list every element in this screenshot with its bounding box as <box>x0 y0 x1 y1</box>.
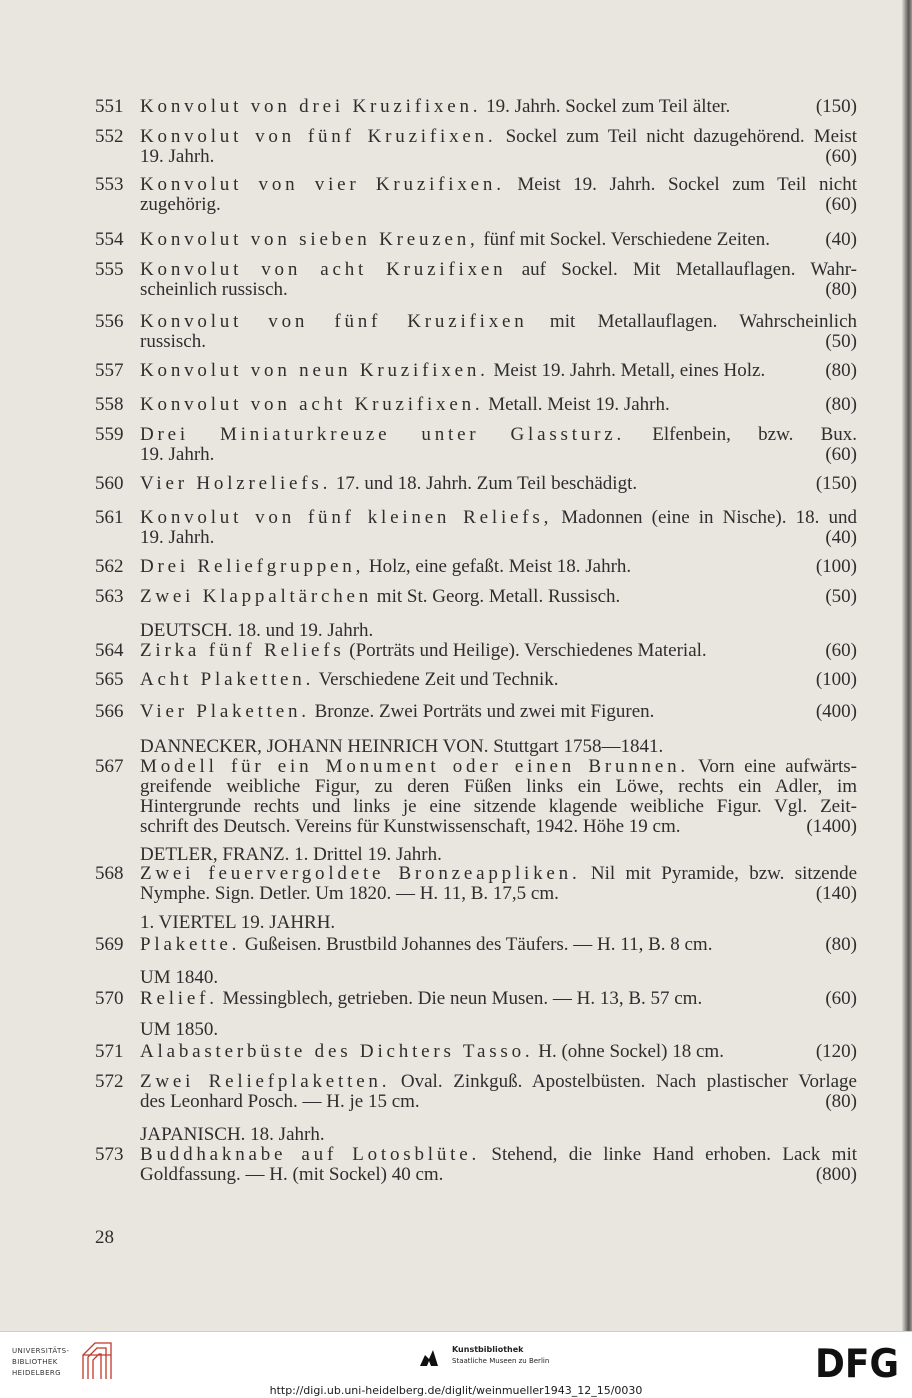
ub-heidelberg-logo-icon <box>80 1340 114 1380</box>
estimate-price: (400) <box>815 701 857 722</box>
catalog-entry <box>95 934 857 955</box>
entry-description: Madonnen (eine in Nische). 18. und <box>561 507 858 528</box>
estimate-price: (140) <box>815 883 857 904</box>
entry-headword: Vier Holzreliefs. <box>140 473 332 494</box>
estimate-price: (60) <box>825 444 857 465</box>
estimate-price: (150) <box>815 96 857 117</box>
entry-description: Bronze. Zwei Porträts und zwei mit Figuren. <box>314 701 655 722</box>
entry-text-line <box>140 777 857 797</box>
entry-description: schrift des Deutsch. Vereins für Kunstwissenschaft, 1942. Höhe 19 cm. <box>140 816 681 837</box>
estimate-price: (100) <box>815 669 857 690</box>
catalog-entry <box>95 640 857 661</box>
estimate-price: (50) <box>825 586 857 607</box>
entry-text-line <box>140 884 857 904</box>
kunstbibliothek-subtitle: Staatliche Museen zu Berlin <box>452 1357 550 1365</box>
lot-number: 554 <box>95 229 124 250</box>
section-heading: 1. VIERTEL 19. JAHRH. <box>140 912 336 933</box>
lot-number: 566 <box>95 701 124 722</box>
entry-description: Nil mit Pyramide, bzw. sitzende <box>590 863 858 884</box>
entry-description: Elfenbein, bzw. Bux. <box>652 424 858 445</box>
entry-description: 19. Jahrh. Sockel zum Teil älter. <box>486 96 731 117</box>
entry-description: Oval. Zinkguß. Apostelbüsten. Nach plastischer Vorlage <box>400 1071 857 1092</box>
entry-text-line <box>140 147 857 167</box>
entry-headword: Konvolut von drei Kruzifixen. <box>140 96 482 117</box>
entry-text-line <box>140 175 857 195</box>
ub-wordmark-line: HEIDELBERG <box>12 1369 61 1377</box>
catalog-entry <box>95 1071 857 1112</box>
entry-text-line <box>140 445 857 465</box>
catalog-entry <box>95 1144 858 1185</box>
section-heading: DETLER, FRANZ. 1. Drittel 19. Jahrh. <box>140 844 442 865</box>
entry-description: Meist 19. Jahrh. Metall, eines Holz. <box>493 360 766 381</box>
entry-description: zugehörig. <box>140 194 221 215</box>
entry-description: Goldfassung. — H. (mit Sockel) 40 cm. <box>140 1164 444 1185</box>
entry-description: Stehend, die linke Hand erhoben. Lack mit <box>491 1144 858 1165</box>
estimate-price: (50) <box>825 331 857 352</box>
entry-description: des Leonhard Posch. — H. je 15 cm. <box>140 1091 420 1112</box>
entry-text-line <box>140 474 857 494</box>
catalog-entry <box>95 507 858 548</box>
entry-text-line <box>140 587 857 607</box>
entry-description: mit St. Georg. Metall. Russisch. <box>376 586 621 607</box>
entry-text-line <box>140 989 857 1009</box>
catalog-entry <box>95 96 857 117</box>
entry-text-line <box>140 127 857 147</box>
estimate-price: (60) <box>825 194 857 215</box>
lot-number: 572 <box>95 1071 124 1092</box>
entry-headword: Konvolut von acht Kruzifixen. <box>140 394 484 415</box>
entry-description: Metall. Meist 19. Jahrh. <box>488 394 670 415</box>
entry-description: Messingblech, getrieben. Die neun Musen. — H. 13, B. 57 cm. <box>222 988 703 1009</box>
entry-description: greifende weibliche Figur, zu deren Füßen links ein Löwe, rechts ein Adler, im <box>140 776 857 797</box>
entry-headword: Konvolut von fünf Kruzifixen <box>140 311 528 332</box>
entry-text-line <box>140 312 857 332</box>
estimate-price: (60) <box>825 988 857 1009</box>
ub-wordmark-line: UNIVERSITÄTS- <box>12 1347 70 1355</box>
entry-headword: Acht Plaketten. <box>140 669 315 690</box>
estimate-price: (80) <box>825 360 857 381</box>
entry-text-line <box>140 1042 857 1062</box>
entry-headword: Vier Plaketten. <box>140 701 310 722</box>
entry-text-line <box>140 1145 857 1165</box>
entry-text-line <box>140 195 857 215</box>
ub-heidelberg-wordmark <box>12 1346 69 1379</box>
estimate-price: (60) <box>825 640 857 661</box>
entry-description: russisch. <box>140 331 206 352</box>
entry-text-line <box>140 864 857 884</box>
entry-description: auf Sockel. Mit Metallauflagen. Wahr- <box>521 259 858 280</box>
lot-number: 559 <box>95 424 124 445</box>
entry-text-line <box>140 260 857 280</box>
entry-text-line <box>140 230 857 250</box>
lot-number: 558 <box>95 394 124 415</box>
lot-number: 562 <box>95 556 124 577</box>
catalog-entry <box>95 669 857 690</box>
catalog-entry <box>95 701 857 722</box>
entry-headword: Konvolut von fünf kleinen Reliefs, <box>140 507 553 528</box>
estimate-price: (100) <box>815 556 857 577</box>
entry-text-line <box>140 1072 857 1092</box>
estimate-price: (80) <box>825 1091 857 1112</box>
entry-text-line <box>140 280 857 300</box>
lot-number: 570 <box>95 988 124 1009</box>
catalog-entry <box>95 1041 857 1062</box>
lot-number: 567 <box>95 756 124 777</box>
section-heading: DEUTSCH. 18. und 19. Jahrh. <box>140 620 374 641</box>
kunstbibliothek-logo-icon <box>418 1346 440 1368</box>
lot-number: 555 <box>95 259 124 280</box>
catalog-entry <box>95 756 857 837</box>
entry-headword: Konvolut von sieben Kreuzen, <box>140 229 479 250</box>
catalog-entry <box>95 556 857 577</box>
lot-number: 553 <box>95 174 124 195</box>
entry-description: Holz, eine gefaßt. Meist 18. Jahrh. <box>368 556 632 577</box>
entry-headword: Konvolut von vier Kruzifixen. <box>140 174 505 195</box>
entry-text-line <box>140 97 857 117</box>
entry-headword: Zirka fünf Reliefs <box>140 640 345 661</box>
entry-description: fünf mit Sockel. Verschiedene Zeiten. <box>483 229 770 250</box>
catalog-entry <box>95 863 858 904</box>
entry-text-line <box>140 935 857 955</box>
entry-text-line <box>140 670 857 690</box>
estimate-price: (60) <box>825 146 857 167</box>
catalog-entry <box>95 394 857 415</box>
entry-headword: Konvolut von acht Kruzifixen <box>140 259 507 280</box>
entry-text-line <box>140 395 857 415</box>
section-heading: UM 1850. <box>140 1019 219 1040</box>
estimate-price: (120) <box>815 1041 857 1062</box>
entry-text-line <box>140 332 857 352</box>
entry-headword: Drei Miniaturkreuze unter Glassturz. <box>140 424 626 445</box>
estimate-price: (80) <box>825 279 857 300</box>
estimate-price: (80) <box>825 934 857 955</box>
lot-number: 560 <box>95 473 124 494</box>
entry-text-line <box>140 1092 857 1112</box>
section-heading: JAPANISCH. 18. Jahrh. <box>140 1124 325 1145</box>
entry-description: scheinlich russisch. <box>140 279 288 300</box>
entry-description: Hintergrunde rechts und links je eine sitzende klagende weibliche Figur. Vgl. Zeit- <box>140 796 857 817</box>
entry-description: 17. und 18. Jahrh. Zum Teil beschädigt. <box>335 473 638 494</box>
entry-text-line <box>140 641 857 661</box>
entry-text-line <box>140 508 857 528</box>
estimate-price: (1400) <box>806 816 857 837</box>
dfg-logo: DFG <box>815 1341 900 1387</box>
entry-text-line <box>140 1165 857 1185</box>
entry-description: Verschiedene Zeit und Technik. <box>318 669 559 690</box>
catalog-entry <box>95 126 858 167</box>
entry-headword: Zwei Reliefplaketten. <box>140 1071 391 1092</box>
kunstbibliothek-title: Kunstbibliothek <box>452 1345 524 1354</box>
entry-headword: Zwei Klappaltärchen <box>140 586 373 607</box>
entry-text-line <box>140 702 857 722</box>
entry-description: 19. Jahrh. <box>140 527 215 548</box>
entry-headword: Relief. <box>140 988 218 1009</box>
catalog-entry <box>95 586 857 607</box>
entry-headword: Alabasterbüste des Dichters Tasso. <box>140 1041 534 1062</box>
lot-number: 564 <box>95 640 124 661</box>
estimate-price: (40) <box>825 229 857 250</box>
lot-number: 561 <box>95 507 124 528</box>
entry-text-line <box>140 797 857 817</box>
catalog-entry <box>95 229 857 250</box>
entry-description: Vorn eine aufwärts- <box>698 756 857 777</box>
lot-number: 563 <box>95 586 124 607</box>
page-edge-shadow <box>902 0 912 1332</box>
entry-headword: Modell für ein Monument oder einen Brunnen. <box>140 756 689 777</box>
catalog-entry <box>95 360 857 381</box>
lot-number: 573 <box>95 1144 124 1165</box>
lot-number: 569 <box>95 934 124 955</box>
entry-description: H. (ohne Sockel) 18 cm. <box>538 1041 724 1062</box>
entry-text-line <box>140 528 857 548</box>
entry-description: Gußeisen. Brustbild Johannes des Täufers. — H. 11, B. 8 cm. <box>244 934 713 955</box>
lot-number: 556 <box>95 311 124 332</box>
viewer-footer <box>0 1332 912 1398</box>
catalog-entry <box>95 174 858 215</box>
page-number: 28 <box>95 1227 114 1248</box>
estimate-price: (800) <box>815 1164 857 1185</box>
entry-headword: Buddhaknabe auf Lotosblüte. <box>140 1144 481 1165</box>
catalog-entry <box>95 311 858 352</box>
catalog-entry <box>95 424 858 465</box>
entry-text-line <box>140 757 857 777</box>
lot-number: 557 <box>95 360 124 381</box>
entry-description: Sockel zum Teil nicht dazugehörend. Meist <box>505 126 858 147</box>
entry-headword: Konvolut von fünf Kruzifixen. <box>140 126 497 147</box>
entry-headword: Konvolut von neun Kruzifixen. <box>140 360 489 381</box>
ub-wordmark-line: BIBLIOTHEK <box>12 1358 58 1366</box>
entry-description: mit Metallauflagen. Wahrscheinlich <box>549 311 858 332</box>
entry-text-line <box>140 425 857 445</box>
lot-number: 551 <box>95 96 124 117</box>
lot-number: 565 <box>95 669 124 690</box>
entry-headword: Plakette. <box>140 934 241 955</box>
estimate-price: (40) <box>825 527 857 548</box>
lot-number: 552 <box>95 126 124 147</box>
lot-number: 571 <box>95 1041 124 1062</box>
entry-description: 19. Jahrh. <box>140 146 215 167</box>
catalog-entry <box>95 988 857 1009</box>
entry-text-line <box>140 817 857 837</box>
entry-description: (Porträts und Heilige). Verschiedenes Material. <box>349 640 707 661</box>
catalog-entry <box>95 473 857 494</box>
catalog-entry <box>95 259 858 300</box>
entry-text-line <box>140 557 857 577</box>
entry-text-line <box>140 361 857 381</box>
entry-description: Meist 19. Jahrh. Sockel zum Teil nicht <box>517 174 858 195</box>
estimate-price: (150) <box>815 473 857 494</box>
lot-number: 568 <box>95 863 124 884</box>
entry-headword: Zwei feuervergoldete Bronzeappliken. <box>140 863 581 884</box>
entry-headword: Drei Reliefgruppen, <box>140 556 365 577</box>
permalink-url[interactable]: http://digi.ub.uni-heidelberg.de/diglit/weinmueller1943_12_15/0030 <box>269 1384 643 1397</box>
section-heading: DANNECKER, JOHANN HEINRICH VON. Stuttgart 1758—1841. <box>140 736 664 757</box>
entry-description: 19. Jahrh. <box>140 444 215 465</box>
estimate-price: (80) <box>825 394 857 415</box>
entry-description: Nymphe. Sign. Detler. Um 1820. — H. 11, B. 17,5 cm. <box>140 883 559 904</box>
section-heading: UM 1840. <box>140 967 219 988</box>
